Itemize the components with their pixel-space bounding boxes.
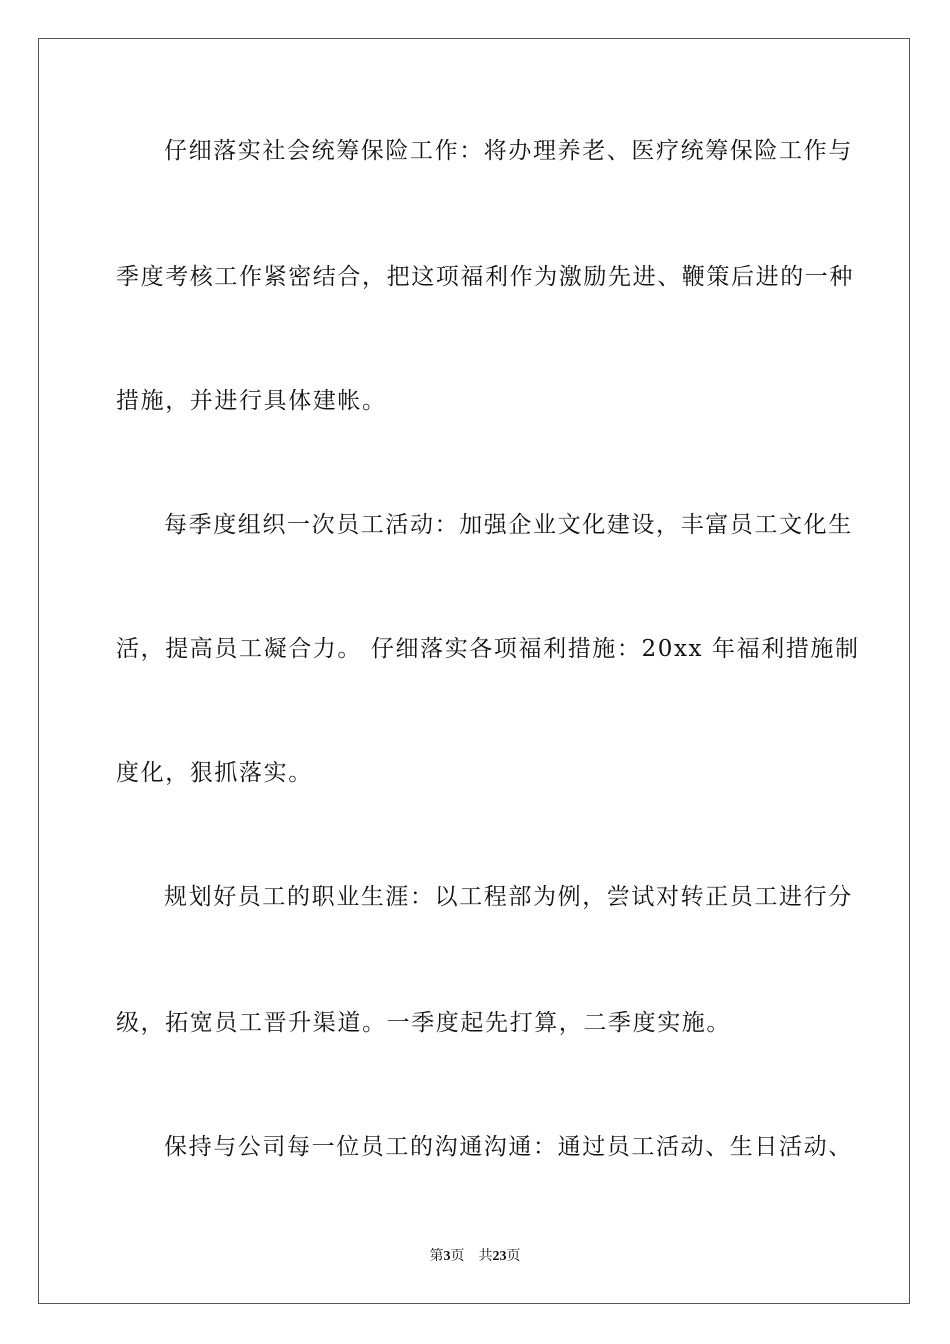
paragraph-1-line-1: 仔细落实社会统筹保险工作：将办理养老、医疗统筹保险工作与 xyxy=(164,138,853,164)
page-number-suffix: 页 xyxy=(450,1249,465,1264)
paragraph-3-line-1: 规划好员工的职业生涯：以工程部为例，尝试对转正员工进行分 xyxy=(164,884,853,910)
paragraph-4-line-1: 保持与公司每一位员工的沟通沟通：通过员工活动、生日活动、 xyxy=(164,1134,853,1160)
paragraph-2-line-2: 活，提高员工凝合力。 仔细落实各项福利措施：20xx 年福利措施制 xyxy=(116,636,860,662)
page-footer xyxy=(0,1248,950,1266)
page-number-prefix: 第 xyxy=(429,1249,444,1264)
page-number-current: 3 xyxy=(443,1249,451,1264)
paragraph-1-line-2: 季度考核工作紧密结合，把这项福利作为激励先进、鞭策后进的一种 xyxy=(116,264,854,290)
page-total-count: 23 xyxy=(492,1249,507,1264)
paragraph-3-line-2: 级，拓宽员工晋升渠道。一季度起先打算，二季度实施。 xyxy=(116,1010,731,1036)
paragraph-2-line-3: 度化，狠抓落实。 xyxy=(116,760,313,786)
page-total-prefix: 共 xyxy=(478,1249,493,1264)
paragraph-2-line-1: 每季度组织一次员工活动：加强企业文化建设，丰富员工文化生 xyxy=(164,512,853,538)
page-border xyxy=(38,38,910,1304)
paragraph-1-line-3: 措施，并进行具体建帐。 xyxy=(116,388,387,414)
page-total-suffix: 页 xyxy=(506,1249,521,1264)
